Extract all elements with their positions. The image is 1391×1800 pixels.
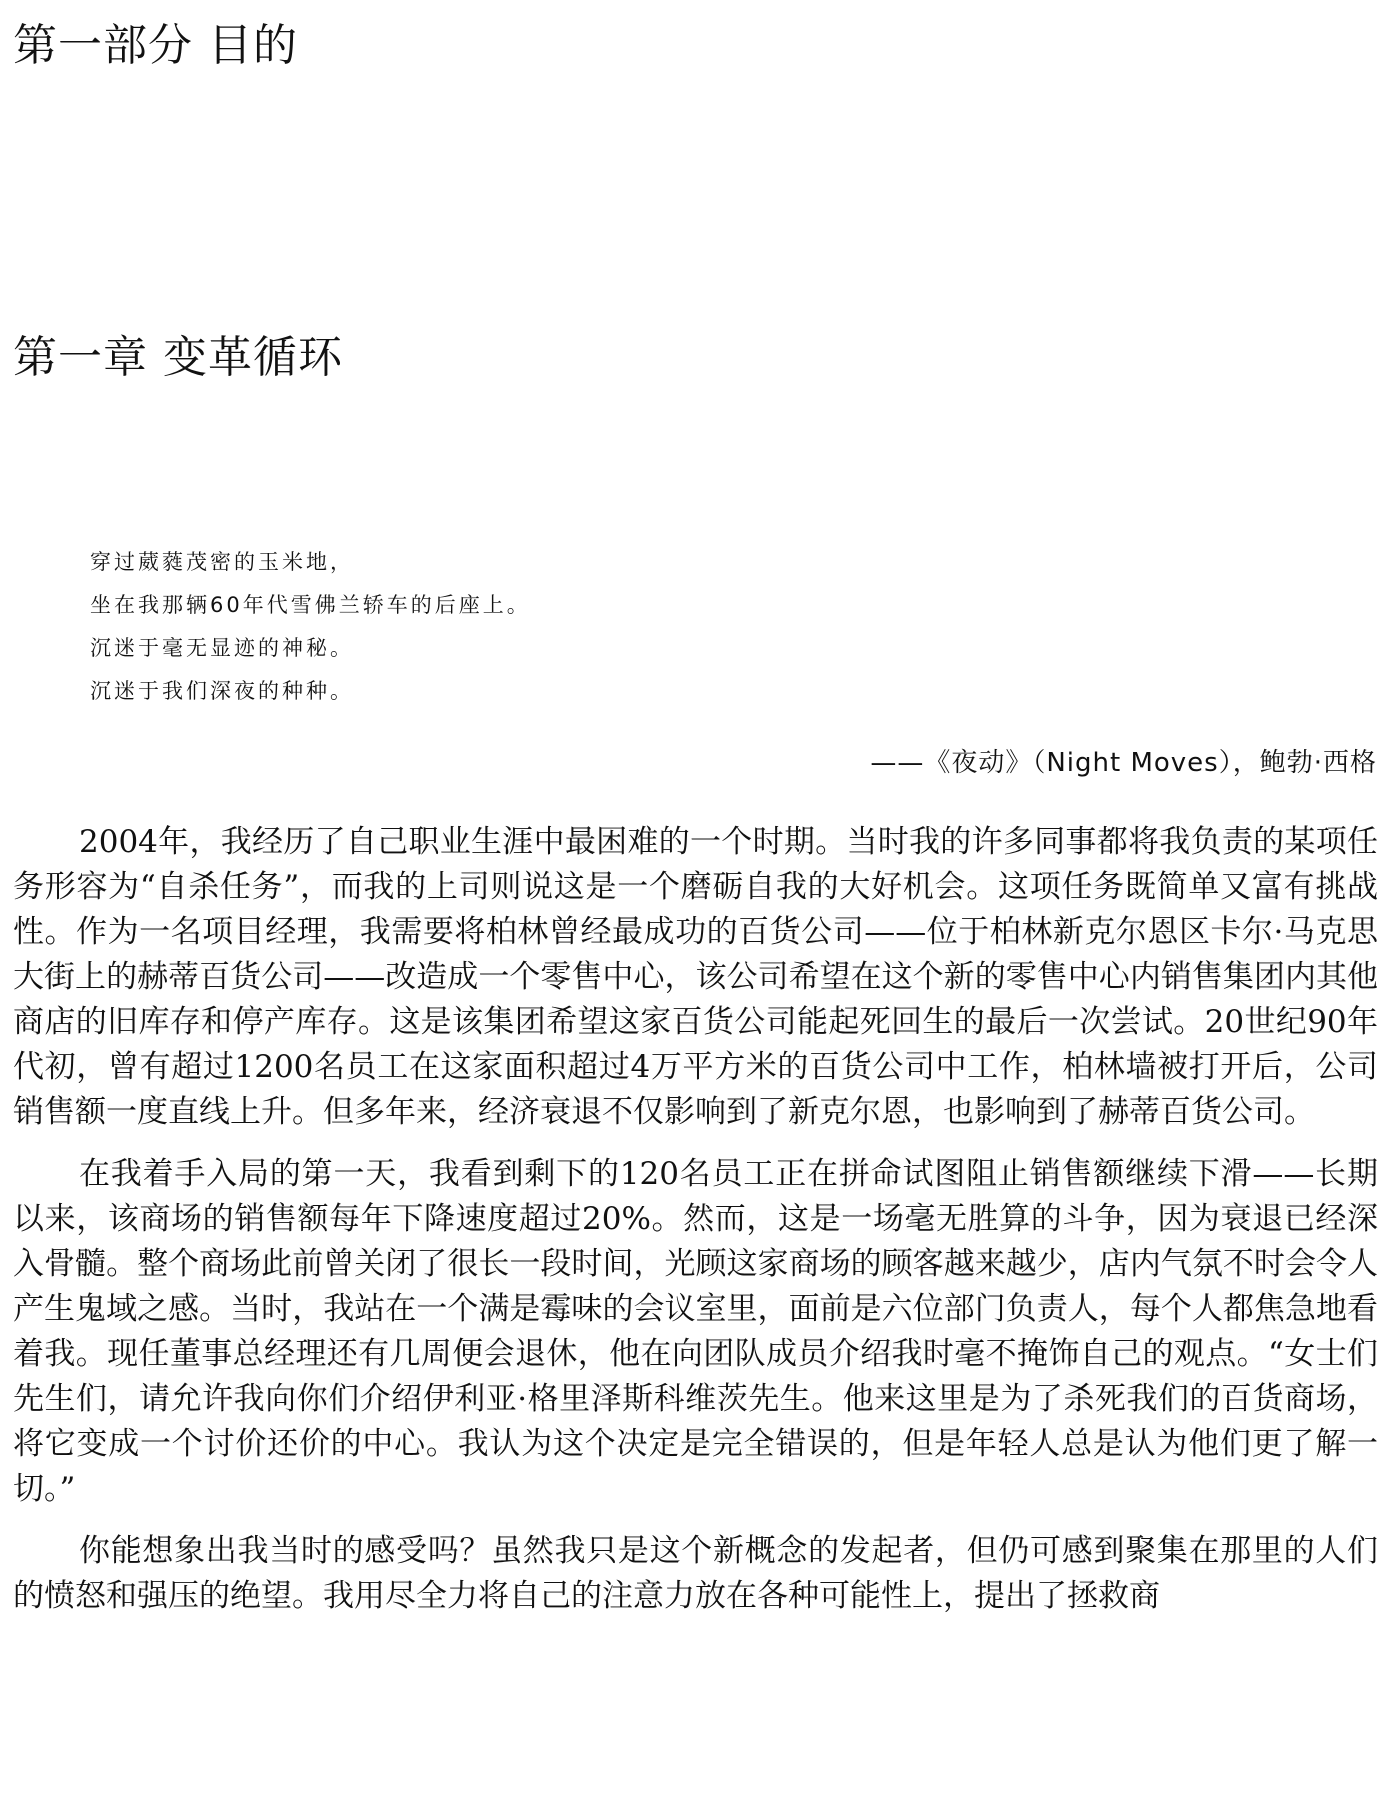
- paragraph: 2004年，我经历了自己职业生涯中最困难的一个时期。当时我的许多同事都将我负责的某项任务形容为“自杀任务”，而我的上司则说这是一个磨砺自我的大好机会。这项任务既简单又富有挑战性。作为一名项目经理，我需要将柏林曾经最成功的百货公司——位于柏林新克尔恩区卡尔·马克思大街上的赫蒂百货公司——改造成一个零售中心，该公司希望在这个新的零售中心内销售集团内其他商店的旧库存和停产库存。这是该集团希望这家百货公司能起死回生的最后一次尝试。20世纪90年代初，曾有超过1200名员工在这家面积超过4万平方米的百货公司中工作，柏林墙被打开后，公司销售额一度直线上升。但多年来，经济衰退不仅影响到了新克尔恩，也影响到了赫蒂百货公司。: [13, 824, 1378, 1130]
- epigraph-line: 坐在我那辆60年代雪佛兰轿车的后座上。: [90, 593, 531, 617]
- body-text: [13, 820, 1378, 1636]
- epigraph-line: 沉迷于我们深夜的种种。: [90, 679, 354, 703]
- epigraph-line: 穿过葳蕤茂密的玉米地，: [90, 550, 354, 574]
- epigraph-attribution: ——《夜动》（Night Moves），鲍勃·西格: [870, 748, 1377, 778]
- chapter-title: 第一章 变革循环: [13, 332, 343, 383]
- epigraph-line: 沉迷于毫无显迹的神秘。: [90, 636, 354, 660]
- epigraph: [90, 541, 1370, 713]
- paragraph: 你能想象出我当时的感受吗？虽然我只是这个新概念的发起者，但仍可感到聚集在那里的人们的愤怒和强压的绝望。我用尽全力将自己的注意力放在各种可能性上，提出了拯救商: [13, 1533, 1378, 1614]
- paragraph: 在我着手入局的第一天，我看到剩下的120名员工正在拼命试图阻止销售额继续下滑——长期以来，该商场的销售额每年下降速度超过20%。然而，这是一场毫无胜算的斗争，因为衰退已经深入骨髓。整个商场此前曾关闭了很长一段时间，光顾这家商场的顾客越来越少，店内气氛不时会令人产生鬼域之感。当时，我站在一个满是霉味的会议室里，面前是六位部门负责人，每个人都焦急地看着我。现任董事总经理还有几周便会退休，他在向团队成员介绍我时毫不掩饰自己的观点。“女士们先生们，请允许我向你们介绍伊利亚·格里泽斯科维茨先生。他来这里是为了杀死我们的百货商场，将它变成一个讨价还价的中心。我认为这个决定是完全错误的，但是年轻人总是认为他们更了解一切。”: [13, 1156, 1378, 1507]
- part-title: 第一部分 目的: [13, 20, 298, 71]
